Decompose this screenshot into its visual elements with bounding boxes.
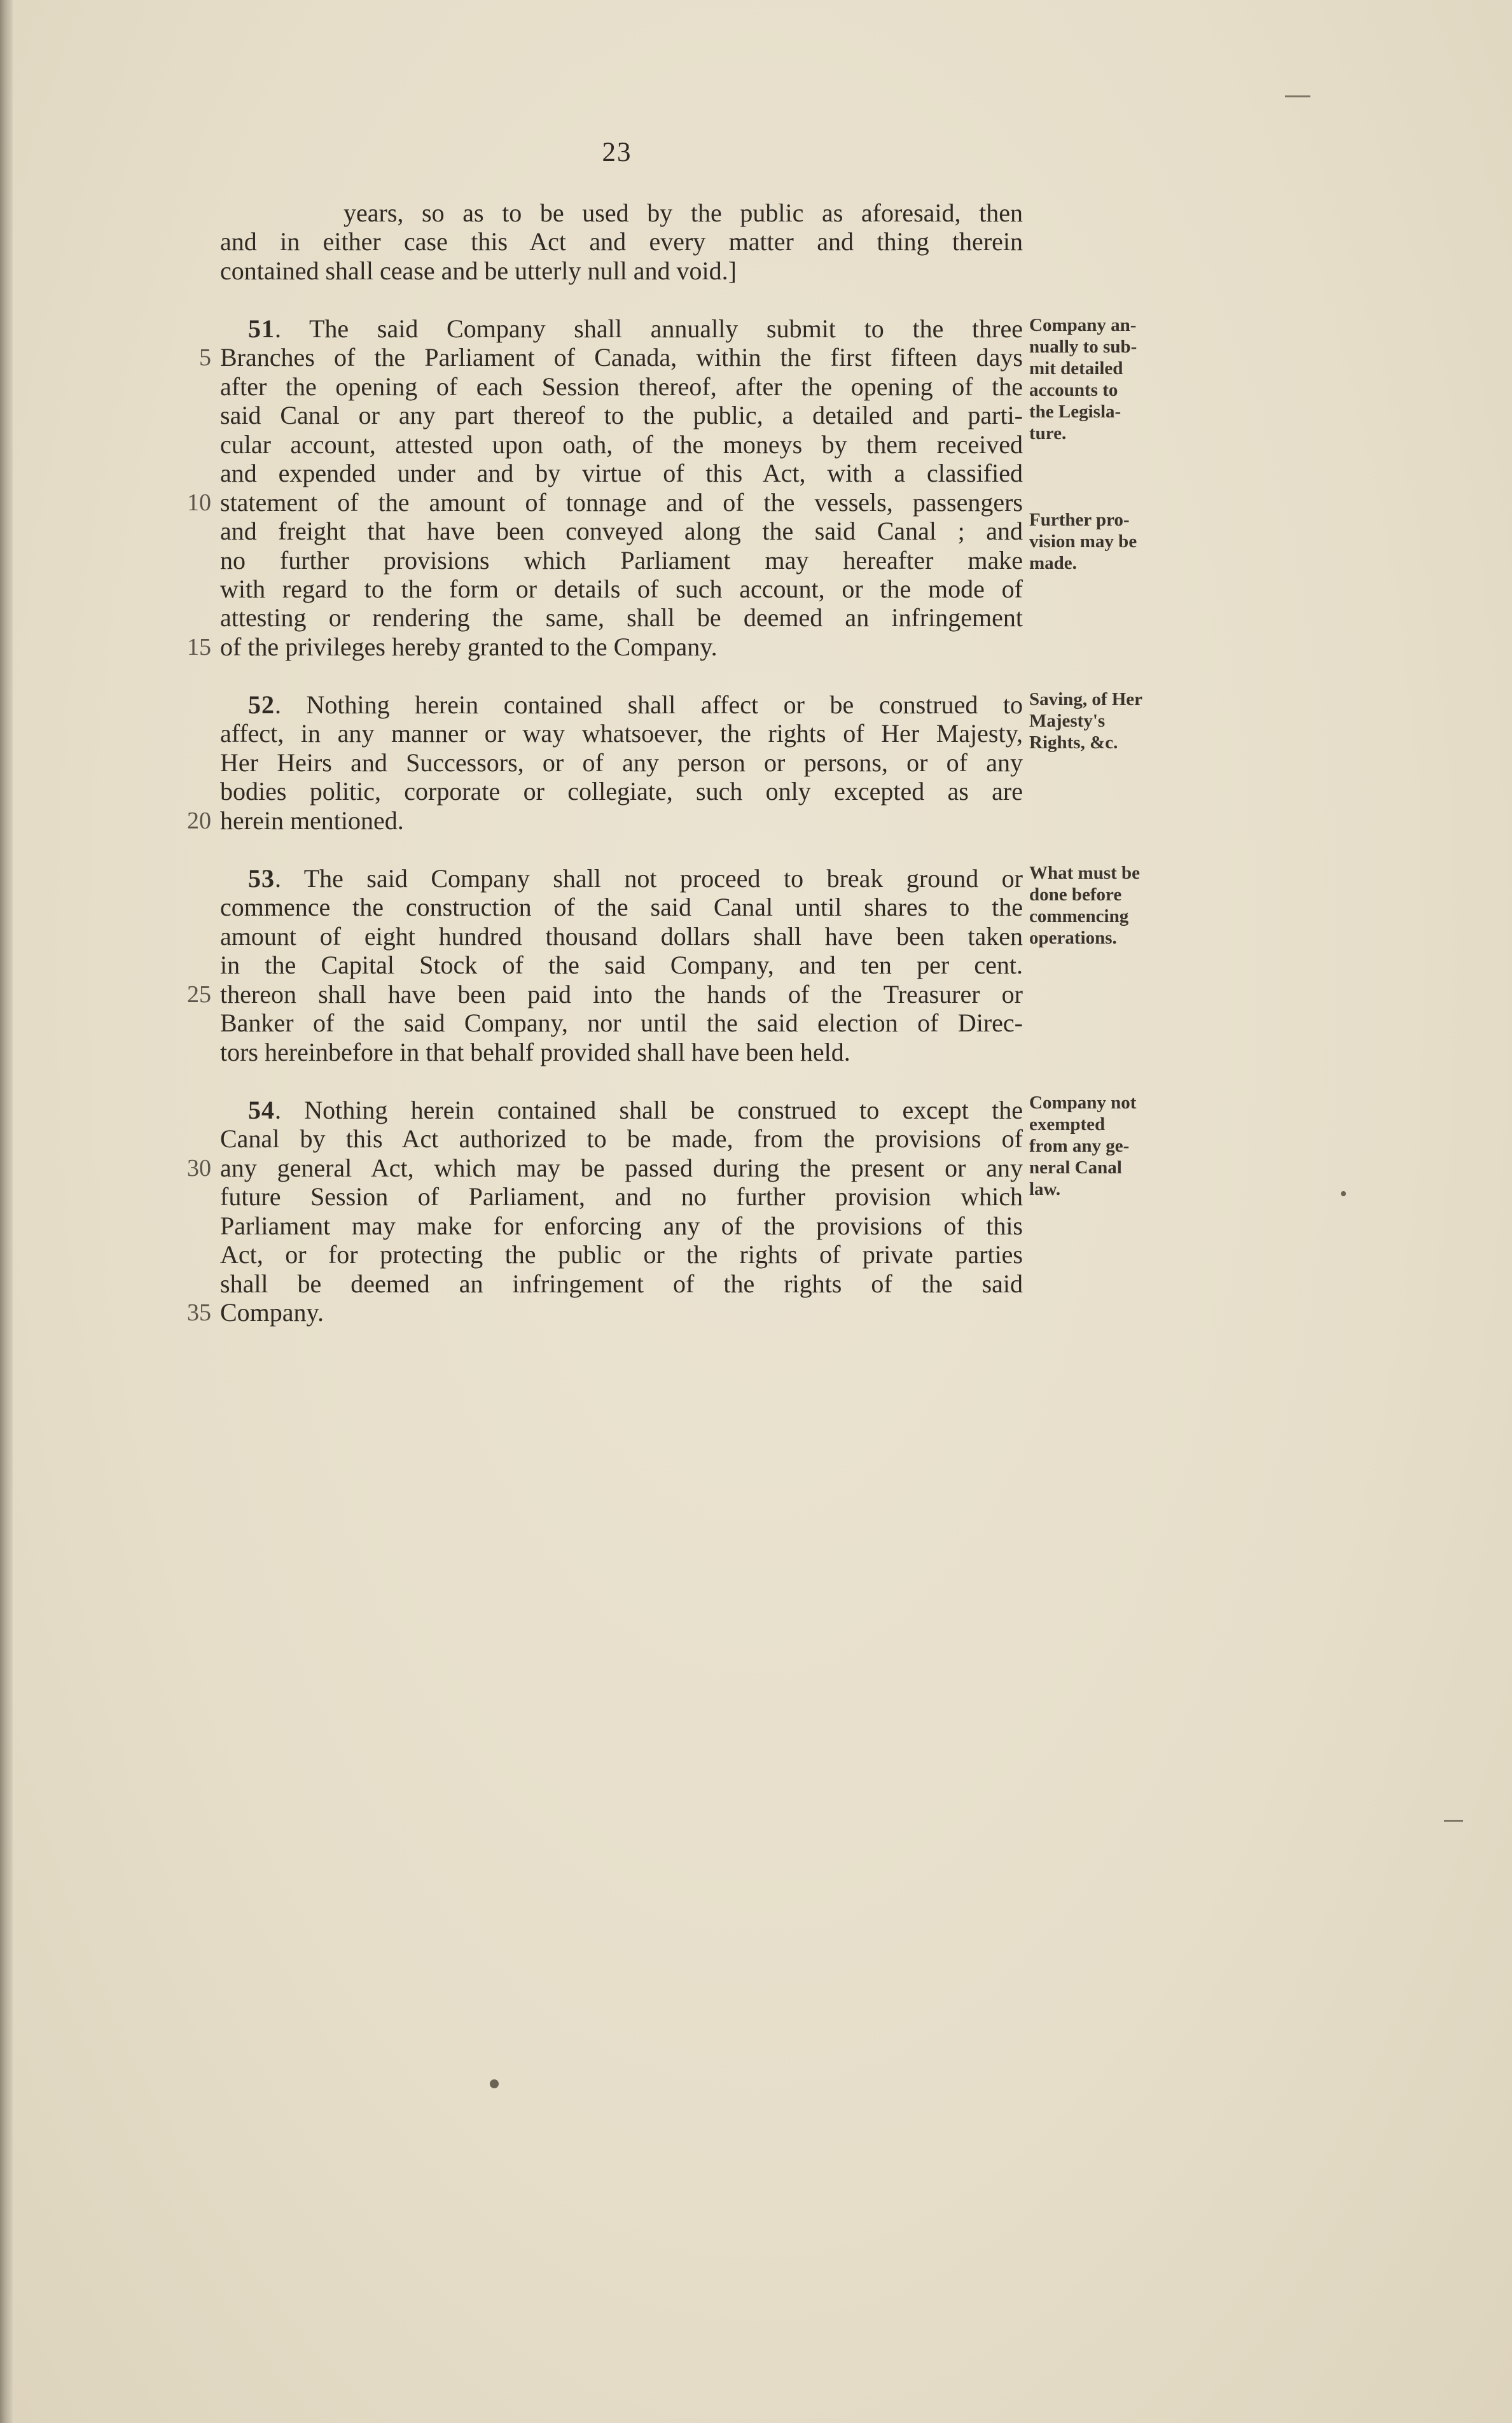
line-text: bodies politic, corporate or collegiate, such only excepted as are [220, 777, 1023, 806]
line-number: 10 [187, 489, 211, 516]
page-binding-edge [0, 0, 13, 2423]
paper-speck [1341, 1191, 1346, 1196]
text-line [220, 488, 1023, 517]
margin-note-line: What must be [1029, 863, 1141, 883]
text-line [220, 806, 1023, 835]
text-line [220, 227, 1023, 256]
line-text: Banker of the said Company, nor until the said election of Direc- [220, 1009, 1023, 1037]
section-number: 51 [248, 314, 275, 343]
line-text: Company. [220, 1298, 324, 1327]
line-number: 15 [187, 634, 211, 660]
line-number: 25 [187, 981, 211, 1008]
margin-note [1029, 314, 1176, 444]
text-line [220, 1240, 1023, 1269]
text-line [220, 1038, 1023, 1067]
page-number: 23 [602, 137, 632, 167]
line-text: Canal by this Act authorized to be made, from the provisions of [220, 1124, 1023, 1153]
line-number: 20 [187, 807, 211, 834]
margin-note-line: law. [1029, 1179, 1061, 1199]
paper-speck [490, 2079, 499, 2088]
line-text: . Nothing herein contained shall affect or be construed to [275, 690, 1023, 719]
paper-mark [1444, 1820, 1463, 1822]
text-line [220, 951, 1023, 980]
margin-note-line: done before [1029, 884, 1122, 905]
margin-note-line: neral Canal [1029, 1157, 1122, 1178]
margin-note-line: Saving, of Her [1029, 689, 1143, 709]
margin-note-line: vision may be [1029, 531, 1137, 552]
text-line [220, 430, 1023, 459]
margin-note-line: the Legisla- [1029, 402, 1121, 422]
margin-note [1029, 688, 1176, 753]
text-line [220, 1009, 1023, 1038]
margin-note [1029, 862, 1176, 949]
margin-note-line: made. [1029, 553, 1077, 573]
text-line [220, 1298, 1023, 1327]
section-number: 54 [248, 1096, 275, 1124]
margin-note-line: operations. [1029, 928, 1117, 948]
line-text: . The said Company shall annually submit to the three [275, 314, 1023, 343]
text-line [248, 864, 1023, 893]
text-line [220, 603, 1023, 632]
line-text: contained shall cease and be utterly null and void.] [220, 256, 737, 285]
text-line [220, 401, 1023, 430]
text-line [220, 256, 1023, 286]
section-number: 53 [248, 864, 275, 893]
line-text: shall be deemed an infringement of the rights of the said [220, 1269, 1023, 1298]
line-text: Branches of the Parliament of Canada, within the first fifteen days [220, 343, 1023, 372]
margin-note-line: Company not [1029, 1093, 1137, 1113]
line-text: future Session of Parliament, and no further provision which [220, 1182, 1023, 1211]
line-number: 5 [199, 344, 211, 371]
margin-note-line: Rights, &c. [1029, 732, 1118, 753]
line-text: with regard to the form or details of such account, or the mode of [220, 575, 1023, 603]
margin-note-line: Further pro- [1029, 510, 1130, 530]
line-text: . Nothing herein contained shall be construed to except the [275, 1096, 1023, 1124]
margin-note [1029, 509, 1176, 574]
margin-note-line: ture. [1029, 423, 1067, 443]
line-text: attesting or rendering the same, shall be deemed an infringement [220, 603, 1023, 632]
line-text: in the Capital Stock of the said Company, and ten per cent. [220, 951, 1023, 979]
margin-note-line: mit detailed [1029, 358, 1123, 379]
line-text: and freight that have been conveyed along the said Canal ; and [220, 517, 1023, 545]
text-line [220, 575, 1023, 604]
line-text: Her Heirs and Successors, or of any person or persons, or of any [220, 748, 1023, 777]
margin-note-line: nually to sub- [1029, 337, 1137, 357]
paper-mark [1285, 95, 1310, 97]
text-line [248, 690, 1023, 720]
margin-note-line: exempted [1029, 1114, 1106, 1135]
text-line [220, 1182, 1023, 1212]
text-line [220, 980, 1023, 1009]
line-text: Act, or for protecting the public or the rights of private parties [220, 1240, 1023, 1269]
text-line [220, 546, 1023, 575]
text-line [220, 1269, 1023, 1299]
margin-note-line: from any ge- [1029, 1136, 1130, 1156]
line-text: no further provisions which Parliament may hereafter make [220, 546, 1023, 575]
line-text: Parliament may make for enforcing any of the provisions of this [220, 1212, 1023, 1240]
text-line [220, 372, 1023, 402]
text-line [220, 748, 1023, 778]
text-line [343, 199, 1023, 228]
line-number: 30 [187, 1155, 211, 1182]
line-text: years, so as to be used by the public as aforesaid, then [343, 199, 1023, 227]
line-text: herein mentioned. [220, 806, 404, 835]
line-text: any general Act, which may be passed during the present or any [220, 1154, 1023, 1182]
line-text: statement of the amount of tonnage and of the vessels, passengers [220, 488, 1023, 517]
line-text: . The said Company shall not proceed to break ground or [275, 864, 1023, 893]
text-line [248, 314, 1023, 344]
margin-note-line: accounts to [1029, 380, 1118, 400]
text-line [220, 1124, 1023, 1154]
line-text: and expended under and by virtue of this Act, with a classified [220, 459, 1023, 487]
line-text: tors hereinbefore in that behalf provided shall have been held. [220, 1038, 850, 1066]
line-text: affect, in any manner or way whatsoever, the rights of Her Majesty, [220, 719, 1023, 748]
line-text: of the privileges hereby granted to the Company. [220, 632, 718, 661]
text-line [220, 517, 1023, 546]
line-text: after the opening of each Session thereof, after the opening of the [220, 372, 1023, 401]
text-line [220, 719, 1023, 748]
margin-note-line: commencing [1029, 906, 1129, 926]
text-line [220, 893, 1023, 922]
line-text: amount of eight hundred thousand dollars shall have been taken [220, 922, 1023, 951]
line-text: and in either case this Act and every matter and thing therein [220, 227, 1023, 256]
line-text: cular account, attested upon oath, of the moneys by them received [220, 430, 1023, 459]
text-line [220, 922, 1023, 951]
margin-note-line: Company an- [1029, 315, 1137, 335]
margin-note-line: Majesty's [1029, 711, 1106, 731]
margin-note [1029, 1092, 1176, 1200]
line-text: commence the construction of the said Canal until shares to the [220, 893, 1023, 921]
line-text: said Canal or any part thereof to the public, a detailed and parti- [220, 401, 1023, 429]
line-number: 35 [187, 1299, 211, 1326]
text-line [220, 1154, 1023, 1183]
line-text: thereon shall have been paid into the hands of the Treasurer or [220, 980, 1023, 1009]
text-line [220, 1212, 1023, 1241]
text-line [220, 632, 1023, 662]
text-line [220, 777, 1023, 806]
text-line [220, 343, 1023, 372]
section-number: 52 [248, 690, 275, 719]
text-line [248, 1096, 1023, 1125]
text-line [220, 459, 1023, 488]
